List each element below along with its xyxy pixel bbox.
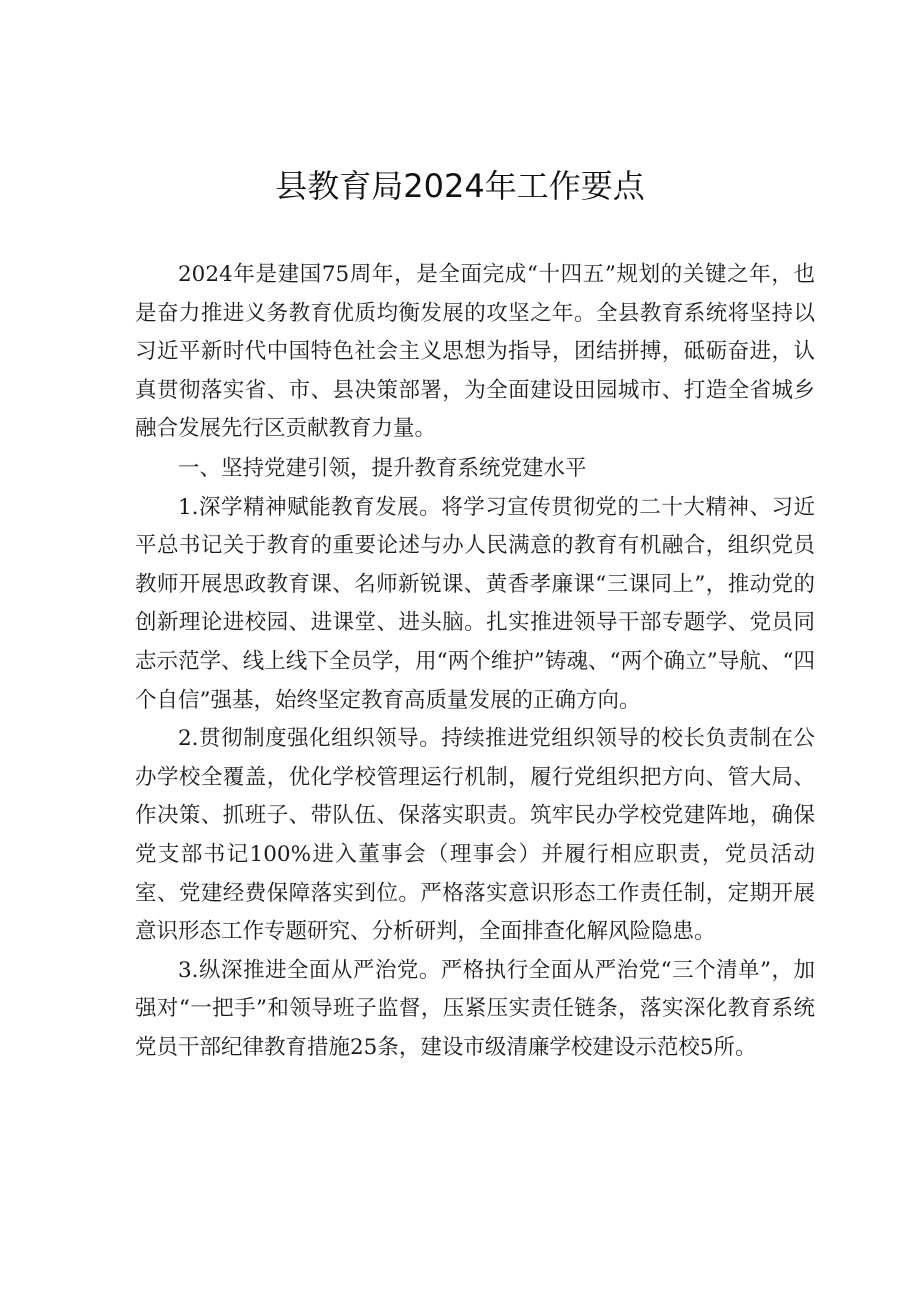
intro-paragraph: 2024年是建国75周年，是全面完成“十四五”规划的关键之年，也是奋力推进义务教育优质均衡发展的攻坚之年。全县教育系统将坚持以习近平新时代中国特色社会主义思想为指导，团结拼搏，砥砺奋进，认真贯彻落实省、市、县决策部署，为全面建设田园城市、打造全省城乡融合发展先行区贡献教育力量。 [135,262,815,442]
item-paragraph-1: 1.深学精神赋能教育发展。将学习宣传贯彻党的二十大精神、习近平总书记关于教育的重要论述与办人民满意的教育有机融合，组织党员教师开展思政教育课、名师新锐课、黄香孝廉课“三课同上”，推动党的创新理论进校园、进课堂、进头脑。扎实推进领导干部专题学、党员同志示范学、线上线下全员学，用“两个维护”铸魂、“两个确立”导航、“四个自信”强基，始终坚定教育高质量发展的正确方向。 [135,494,815,713]
section-heading-1: 一、坚持党建引领，提升教育系统党建水平 [178,455,587,481]
item-paragraph-2: 2.贯彻制度强化组织领导。持续推进党组织领导的校长负责制在公办学校全覆盖，优化学校管理运行机制，履行党组织把方向、管大局、作决策、抓班子、带队伍、保落实职责。筑牢民办学校党建阵地，确保党支部书记100%进入董事会（理事会）并履行相应职责，党员活动室、党建经费保障落实到位。严格落实意识形态工作责任制，定期开展意识形态工作专题研究、分析研判，全面排查化解风险隐患。 [135,726,815,945]
document-body [135,256,815,1067]
document-title: 县教育局2024年工作要点 [275,167,645,205]
item-paragraph-3: 3.纵深推进全面从严治党。严格执行全面从严治党“三个清单”，加强对“一把手”和领导班子监督，压紧压实责任链条，落实深化教育系统党员干部纪律教育措施25条，建设市级清廉学校建设示范校5所。 [135,957,815,1060]
